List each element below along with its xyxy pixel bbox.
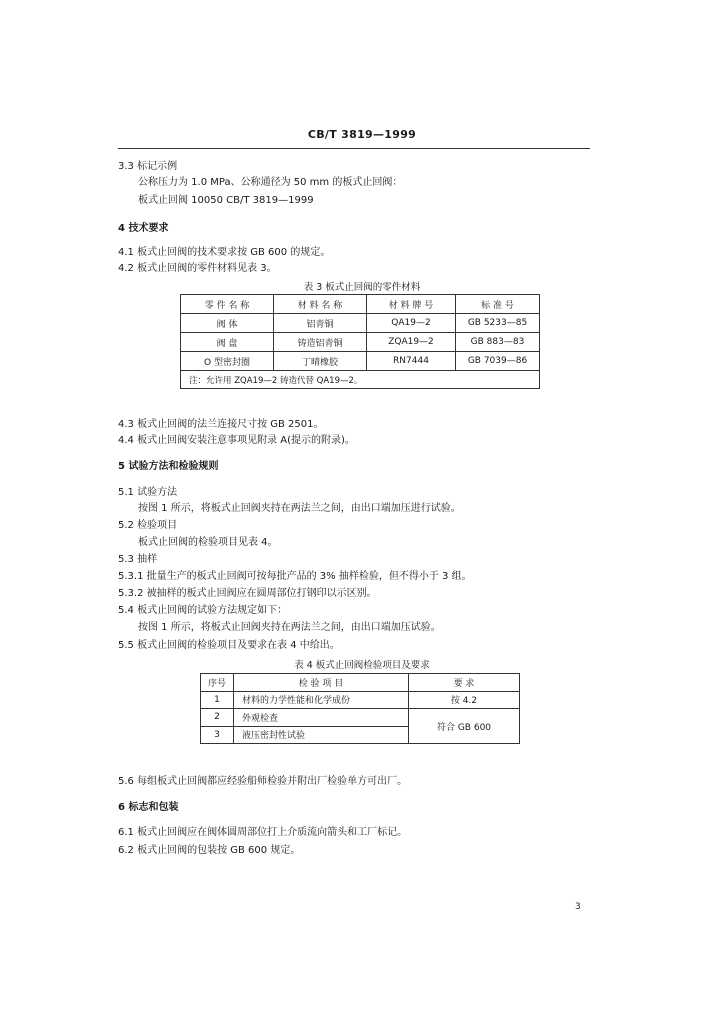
clause-6-1: 6.1 板式止回阀应在阀体圆周部位打上介质流向箭头和工厂标记。 xyxy=(118,827,408,838)
table-cell: 丁晴橡胶 xyxy=(274,352,367,371)
table-header-cell: 材 料 名 称 xyxy=(274,295,367,314)
clause-4-2: 4.2 板式止回阀的零件材料见表 3。 xyxy=(118,263,277,274)
table-row xyxy=(181,333,540,352)
table-row xyxy=(201,709,520,727)
marking-example-text: 公称压力为 1.0 MPa、公称通径为 50 mm 的板式止回阀： xyxy=(138,177,403,188)
section-3-3-heading: 3.3 标记示例 xyxy=(118,161,178,172)
table-header-row xyxy=(181,295,540,314)
table-cell: 按 4.2 xyxy=(409,691,520,709)
clause-5-1: 5.1 试验方法 xyxy=(118,487,178,498)
clause-4-1: 4.1 板式止回阀的技术要求按 GB 600 的规定。 xyxy=(118,247,331,258)
clause-5-3-2: 5.3.2 被抽样的板式止回阀应在圆周部位打钢印以示区别。 xyxy=(118,588,377,599)
table-3-note: 注：允许用 ZQA19—2 铸造代替 QA19—2。 xyxy=(181,371,540,389)
clause-5-4-text: 按图 1 所示，将板式止回阀夹持在两法兰之间，由出口端加压试验。 xyxy=(138,622,441,633)
clause-4-4: 4.4 板式止回阀安装注意事项见附录 A(提示的附录)。 xyxy=(118,435,355,446)
table-cell-merged-requirement: 符合 GB 600 xyxy=(409,709,520,744)
table-header-cell: 材 料 牌 号 xyxy=(367,295,456,314)
clause-5-5: 5.5 板式止回阀的检验项目及要求在表 4 中给出。 xyxy=(118,640,340,651)
table-note-row xyxy=(181,371,540,389)
clause-5-3-1: 5.3.1 批量生产的板式止回阀可按每批产品的 3% 抽样检验，但不得小于 3 组。 xyxy=(118,571,472,582)
table-cell: 阀 盘 xyxy=(181,333,274,352)
document-header: CB/T 3819—1999 xyxy=(307,128,417,141)
clause-4-3: 4.3 板式止回阀的法兰连接尺寸按 GB 2501。 xyxy=(118,419,324,430)
table-row xyxy=(181,314,540,333)
table-row xyxy=(201,691,520,709)
table-cell: 液压密封性试验 xyxy=(234,726,409,744)
table-3-caption: 表 3 板式止回阀的零件材料 xyxy=(303,282,421,293)
clause-5-4: 5.4 板式止回阀的试验方法规定如下： xyxy=(118,605,288,616)
table-cell: 2 xyxy=(201,709,234,727)
table-cell: 材料的力学性能和化学成份 xyxy=(234,691,409,709)
marking-example-code: 板式止回阀 10050 CB/T 3819—1999 xyxy=(138,195,314,206)
table-cell: QA19—2 xyxy=(367,314,456,333)
clause-5-1-text: 按图 1 所示，将板式止回阀夹持在两法兰之间，由出口端加压进行试验。 xyxy=(138,503,461,514)
clause-5-3: 5.3 抽样 xyxy=(118,554,158,565)
section-5-heading: 5 试验方法和检验规则 xyxy=(118,461,219,472)
clause-5-2: 5.2 检验项目 xyxy=(118,520,178,531)
clause-6-2: 6.2 板式止回阀的包装按 GB 600 规定。 xyxy=(118,845,301,856)
table-cell: O 型密封圈 xyxy=(181,352,274,371)
table-cell: ZQA19—2 xyxy=(367,333,456,352)
table-cell: 铝青铜 xyxy=(274,314,367,333)
clause-5-2-text: 板式止回阀的检验项目见表 4。 xyxy=(138,537,278,548)
section-4-heading: 4 技术要求 xyxy=(118,223,169,234)
table-cell: 3 xyxy=(201,726,234,744)
section-6-heading: 6 标志和包装 xyxy=(118,802,179,813)
table-header-cell: 检 验 项 目 xyxy=(234,674,409,692)
table-row xyxy=(181,352,540,371)
table-header-row xyxy=(201,674,520,692)
table-cell: RN7444 xyxy=(367,352,456,371)
clause-5-6: 5.6 每组板式止回阀都应经验船师检验并附出厂检验单方可出厂。 xyxy=(118,776,408,787)
table-cell: 阀 体 xyxy=(181,314,274,333)
table-cell: 铸造铝青铜 xyxy=(274,333,367,352)
table-cell: GB 5233—85 xyxy=(456,314,540,333)
table-header-cell: 要 求 xyxy=(409,674,520,692)
page-number: 3 xyxy=(575,902,581,912)
table-cell: GB 7039—86 xyxy=(456,352,540,371)
table-cell: 1 xyxy=(201,691,234,709)
table-3-materials xyxy=(180,294,540,389)
table-header-cell: 标 准 号 xyxy=(456,295,540,314)
table-4-inspection xyxy=(200,673,520,744)
table-4-caption: 表 4 板式止回阀检验项目及要求 xyxy=(294,660,430,671)
table-header-cell: 零 件 名 称 xyxy=(181,295,274,314)
table-cell: 外观检查 xyxy=(234,709,409,727)
table-header-cell: 序号 xyxy=(201,674,234,692)
table-cell: GB 883—83 xyxy=(456,333,540,352)
header-rule xyxy=(118,148,590,149)
